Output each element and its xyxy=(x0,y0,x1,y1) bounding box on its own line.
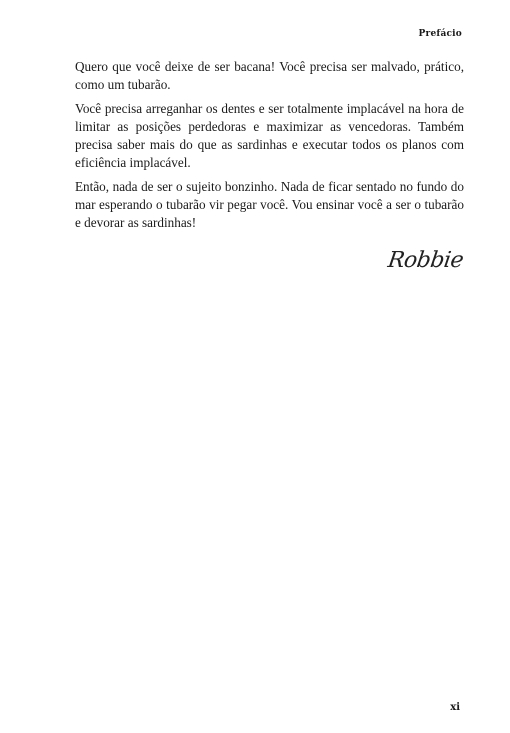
paragraph-2: Você precisa arreganhar os dentes e ser totalmente implacável na hora de limitar as posições perdedoras e maximizar as vencedoras. Também precisa saber mais do que as sardinhas e executar todos os planos com eficiência implacável. xyxy=(75,101,464,170)
page-number: xi xyxy=(450,702,460,713)
preface-body xyxy=(75,58,464,238)
running-head-title: Prefácio xyxy=(418,29,462,39)
paragraph-1: Quero que você deixe de ser bacana! Você precisa ser malvado, prático, como um tubarão. xyxy=(75,59,464,92)
author-signature: Robbie xyxy=(386,248,465,273)
paragraph-3: Então, nada de ser o sujeito bonzinho. Nada de ficar sentado no fundo do mar esperando o tubarão vir pegar você. Vou ensinar você a ser o tubarão e devorar as sardinhas! xyxy=(75,179,464,230)
